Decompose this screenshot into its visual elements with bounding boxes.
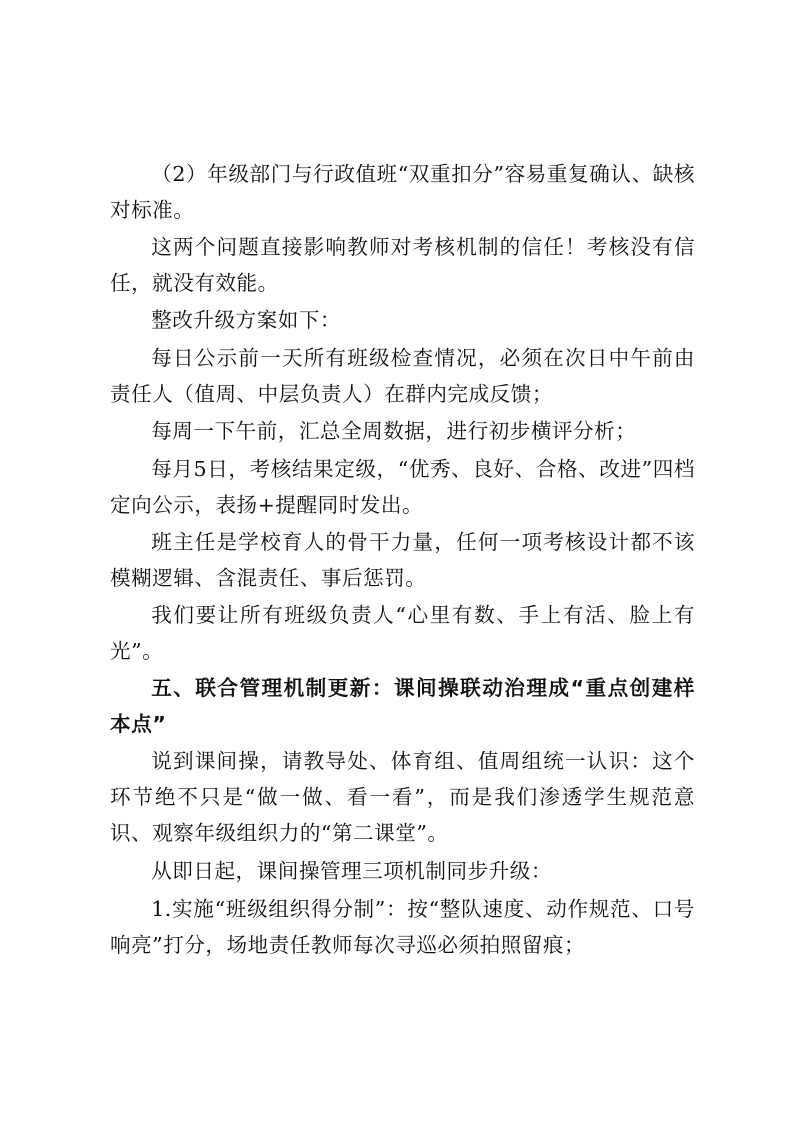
paragraph-goal: 我们要让所有班级负责人“心里有数、手上有活、脸上有光”。: [110, 603, 695, 663]
paragraph-weekly-summary: 每周一下午前，汇总全周数据，进行初步横评分析；: [151, 419, 637, 443]
paragraph-plan-intro: 整改升级方案如下：: [151, 308, 342, 332]
paragraph-daily-feedback: 每日公示前一天所有班级检查情况，必须在次日中午前由责任人（值周、中层负责人）在群内完成反馈；: [110, 346, 695, 406]
paragraph-mechanism-upgrade: 从即日起，课间操管理三项机制同步升级：: [151, 859, 552, 883]
paragraph-monthly-grading: 每月5日，考核结果定级，“优秀、良好、合格、改进”四档定向公示，表扬+提醒同时发出。: [110, 457, 695, 517]
paragraph-class-scoring: 1.实施“班级组织得分制”：按“整队速度、动作规范、口号响亮”打分，场地责任教师每次寻巡必须拍照留痕；: [110, 897, 695, 957]
paragraph-head-teacher: 班主任是学校育人的骨干力量，任何一项考核设计都不该模糊逻辑、含混责任、事后惩罚。: [110, 530, 695, 590]
paragraph-exercise-intro: 说到课间操，请教导处、体育组、值周组统一认识：这个环节绝不只是“做一做、看一看”，而是我们渗透学生规范意识、观察年级组织力的“第二课堂”。: [110, 749, 695, 845]
section-heading: 五、联合管理机制更新：课间操联动治理成“重点创建样本点”: [110, 676, 695, 736]
paragraph-duplicate-deduction: （2）年级部门与行政值班“双重扣分”容易重复确认、缺核对标准。: [110, 162, 695, 222]
paragraph-trust-issue: 这两个问题直接影响教师对考核机制的信任！考核没有信任，就没有效能。: [110, 235, 695, 295]
